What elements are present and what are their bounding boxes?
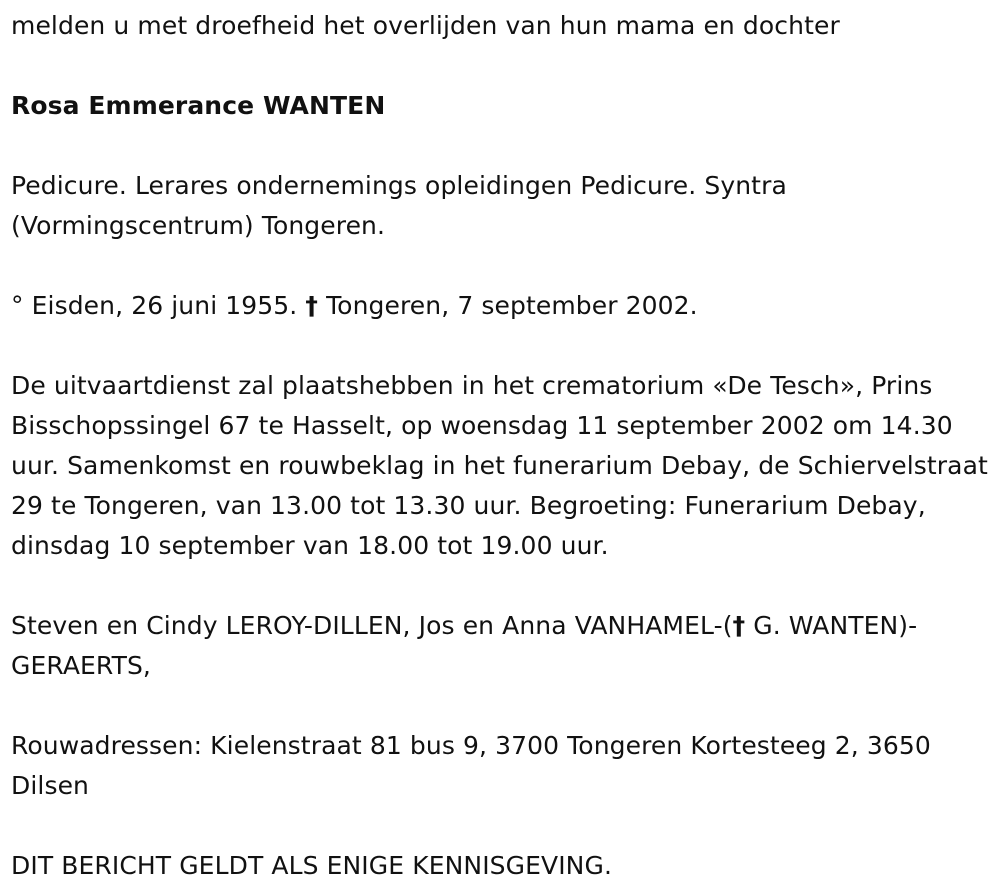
dagger-icon: †: [732, 611, 746, 640]
death-notice: [11, 6, 996, 886]
dagger-icon: †: [305, 291, 319, 320]
family-line: [11, 606, 996, 686]
family-text-2: G. WANTEN)-GERAERTS,: [11, 611, 918, 680]
deceased-name: Rosa Emmerance WANTEN: [11, 91, 386, 120]
intro-text: melden u met droefheid het overlijden van hun mama en dochter: [11, 11, 840, 40]
closing-text: DIT BERICHT GELDT ALS ENIGE KENNISGEVING.: [11, 851, 612, 880]
birth-text: ° Eisden, 26 juni 1955.: [11, 291, 298, 320]
family-text-1: Steven en Cindy LEROY-DILLEN, Jos en Anna VANHAMEL-(: [11, 611, 733, 640]
profession-text: Pedicure. Lerares ondernemings opleidingen Pedicure. Syntra (Vormingscentrum) Tongeren.: [11, 171, 787, 240]
dates-line: [11, 286, 996, 326]
death-text: Tongeren, 7 september 2002.: [326, 291, 698, 320]
addresses-text: Rouwadressen: Kielenstraat 81 bus 9, 3700 Tongeren Kortesteeg 2, 3650 Dilsen: [11, 731, 931, 800]
ceremony-text: De uitvaartdienst zal plaatshebben in het crematorium «De Tesch», Prins Bisschopssingel 67 te Hasselt, op woensdag 11 september 2002 om 14.30 uur. Samenkomst en rouwbeklag in het funerarium Debay, de Schiervelstraat 29 te Tongeren, van 13.00 tot 13.30 uur. Begroeting: Funerarium Debay, dinsdag 10 september van 18.00 tot 19.00 uur.: [11, 371, 988, 560]
